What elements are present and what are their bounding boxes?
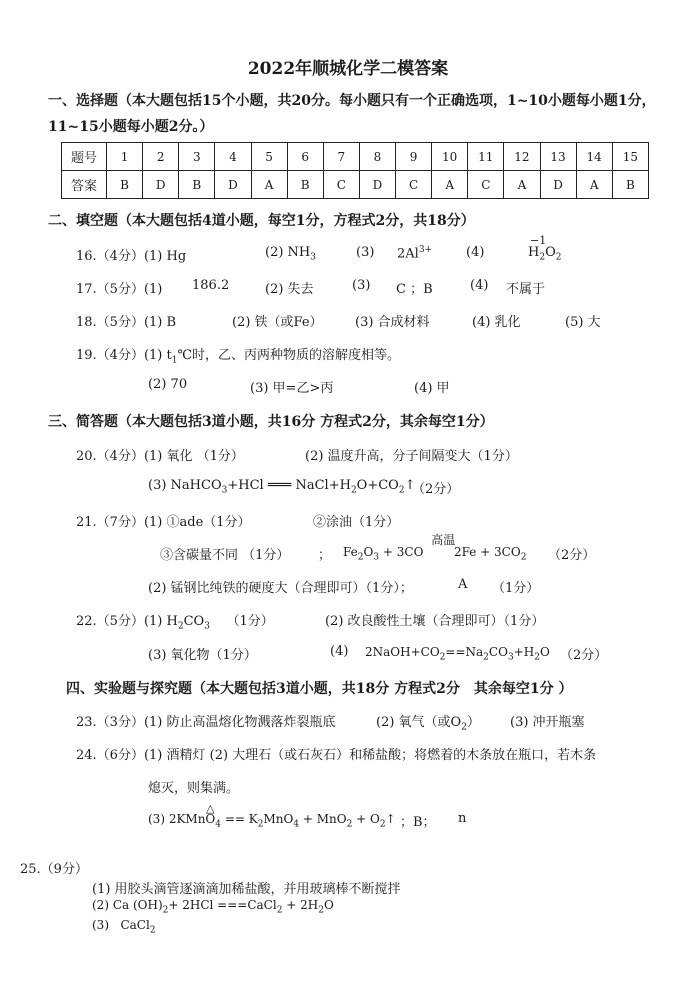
q20-c: (3) NaHCO$_3$+HCl ═══ $NaCl+H_2O+CO_2↑$ [148, 478, 416, 496]
num-cell: 10 [432, 143, 468, 171]
q24-d: ；B； [400, 815, 436, 830]
answer-table [61, 142, 649, 199]
ans-cell: A [576, 171, 612, 199]
q24-a: 24.（6分）(1) 酒精灯 (2) 大理石（或石灰石）和稀盐酸；将燃着的木条放在瓶口，若木条 [76, 748, 597, 763]
q17-d: (3) [352, 278, 371, 293]
q22-c: (3) 氧化物（1分） [148, 648, 257, 663]
section-4-heading: 四、实验题与探究题（本大题包括3道小题，共18分 方程式2分 其余每空1分 ） [66, 681, 573, 697]
q19-d: (4) 甲 [414, 381, 450, 396]
q16-c: (3) [356, 245, 375, 260]
ans-cell: B [179, 171, 215, 199]
num-cell: 1 [107, 143, 143, 171]
q22-b: (2) 改良酸性土壤（合理即可）（1分） [325, 614, 545, 629]
num-cell: 13 [540, 143, 576, 171]
q21-d: $Fe_2O_3 + 3CO$ 高温 $2Fe + 3CO_2$ [343, 533, 527, 563]
num-cell: 9 [396, 143, 432, 171]
q20-b: (2) 温度升高，分子间隔变大（1分） [305, 449, 518, 464]
ans-cell: D [215, 171, 251, 199]
table-row-numbers [62, 143, 649, 171]
ans-cell: D [359, 171, 395, 199]
num-cell: 15 [612, 143, 648, 171]
q21-a: 21.（7分）(1) ①ade（1分） [76, 515, 251, 530]
num-cell: 2 [143, 143, 179, 171]
heat-triangle: △ [206, 802, 215, 815]
q25-d: (3) CaCl$_2$ [92, 918, 156, 936]
ans-cell: D [540, 171, 576, 199]
q23-b: (2) 氧气（或$O_2$） [376, 715, 480, 733]
q18-d: (4) 乳化 [472, 315, 521, 330]
q22-e: $2NaOH+CO_2==Na_2CO_3+H_2O$ [365, 645, 550, 663]
q21-f: A [458, 577, 468, 592]
q19-b: (2) 70 [148, 377, 188, 392]
row-label-ans: 答案 [62, 171, 107, 199]
num-cell: 14 [576, 143, 612, 171]
q21-c: ③含碳量不同 （1分） [160, 548, 290, 563]
q17-a: 17.（5分）(1) [76, 282, 163, 297]
q23-c: (3) 冲开瓶塞 [510, 715, 585, 730]
num-cell: 5 [251, 143, 287, 171]
table-row-answers [62, 171, 649, 199]
section-3-heading: 三、简答题（本大题包括3道小题，共16分 方程式2分，其余每空1分） [48, 414, 494, 430]
q21-e: (2) 锰钢比纯铁的硬度大（合理即可）（1分）； [148, 581, 413, 596]
q17-c: (2) 失去 [265, 282, 314, 297]
ans-cell: C [396, 171, 432, 199]
q16-e: (4) [466, 245, 485, 260]
q16-b: (2) $NH_3$ [265, 245, 316, 263]
q16-f: −1 $H_2O_2$ [528, 234, 562, 263]
q23-a: 23.（3分）(1) 防止高温熔化物溅落炸裂瓶底 [76, 715, 336, 730]
q22-f: （2分） [560, 648, 608, 663]
q21-d5: （2分） [548, 548, 596, 563]
q24-c: △ (3) 2KMnO$_4$ == $K_2MnO_4 + MnO_2$ + $O_2↑$ [148, 802, 396, 830]
section-2-heading: 二、填空题（本大题包括4道小题，每空1分，方程式2分，共18分） [48, 213, 475, 229]
num-cell: 4 [215, 143, 251, 171]
ans-cell: B [612, 171, 648, 199]
q21-sep: ； [318, 548, 332, 563]
section-1-heading: 一、选择题（本大题包括15个小题，共20分。每小题只有一个正确选项，1~10小题每小题1分， [48, 93, 656, 109]
q17-g: 不属于 [506, 282, 546, 297]
q20-c7: （2分） [412, 482, 460, 497]
num-cell: 3 [179, 143, 215, 171]
ans-cell: C [468, 171, 504, 199]
ans-cell: B [107, 171, 143, 199]
q16-d: $2Al^{3+}$ [397, 245, 433, 262]
q18-e: (5) 大 [565, 315, 601, 330]
ans-cell: D [143, 171, 179, 199]
q22-d: (4) [330, 644, 349, 659]
q24-e: n [458, 811, 467, 826]
q18-a: 18.（5分）(1) B [76, 315, 177, 330]
q17-e: C ；B [396, 282, 433, 297]
q18-c: (3) 合成材料 [355, 315, 430, 330]
q21-b: ②涂油（1分） [313, 515, 400, 530]
num-cell: 6 [287, 143, 323, 171]
section-1-heading-cont: 11~15小题每小题2分。） [48, 119, 214, 135]
row-label-num: 题号 [62, 143, 107, 171]
q17-b: 186.2 [192, 278, 230, 293]
num-cell: 7 [323, 143, 359, 171]
q16-a: 16.（4分）(1) Hg [76, 249, 187, 264]
page-title: 2022年顺城化学二模答案 [247, 59, 449, 79]
num-cell: 8 [359, 143, 395, 171]
q21-g: （1分） [492, 581, 540, 596]
q24-b: 熄灭，则集满。 [148, 781, 240, 796]
ans-cell: A [432, 171, 468, 199]
q22-a: 22.（5分）(1) $H_2CO_3$ （1分） [76, 614, 274, 632]
ans-cell: B [287, 171, 323, 199]
q25-a: 25.（9分） [20, 862, 88, 877]
q18-b: (2) 铁（或Fe） [232, 315, 323, 330]
q19-a: 19.（4分）(1) $t_1℃$时，乙、丙两种物质的溶解度相等。 [76, 348, 400, 366]
q25-b: (1) 用胶头滴管逐滴滴加稀盐酸，并用玻璃棒不断搅拌 [92, 882, 401, 897]
ans-cell: A [504, 171, 540, 199]
q17-f: (4) [470, 278, 489, 293]
q19-c: (3) 甲=乙>丙 [250, 381, 334, 396]
ans-cell: C [323, 171, 359, 199]
num-cell: 12 [504, 143, 540, 171]
q20-a: 20.（4分）(1) 氧化 （1分） [76, 449, 244, 464]
q25-c: (2) Ca $(OH)_2+ 2HCl$ ===CaCl$_2$ + $2H_2O$ [92, 898, 334, 916]
ans-cell: A [251, 171, 287, 199]
num-cell: 11 [468, 143, 504, 171]
